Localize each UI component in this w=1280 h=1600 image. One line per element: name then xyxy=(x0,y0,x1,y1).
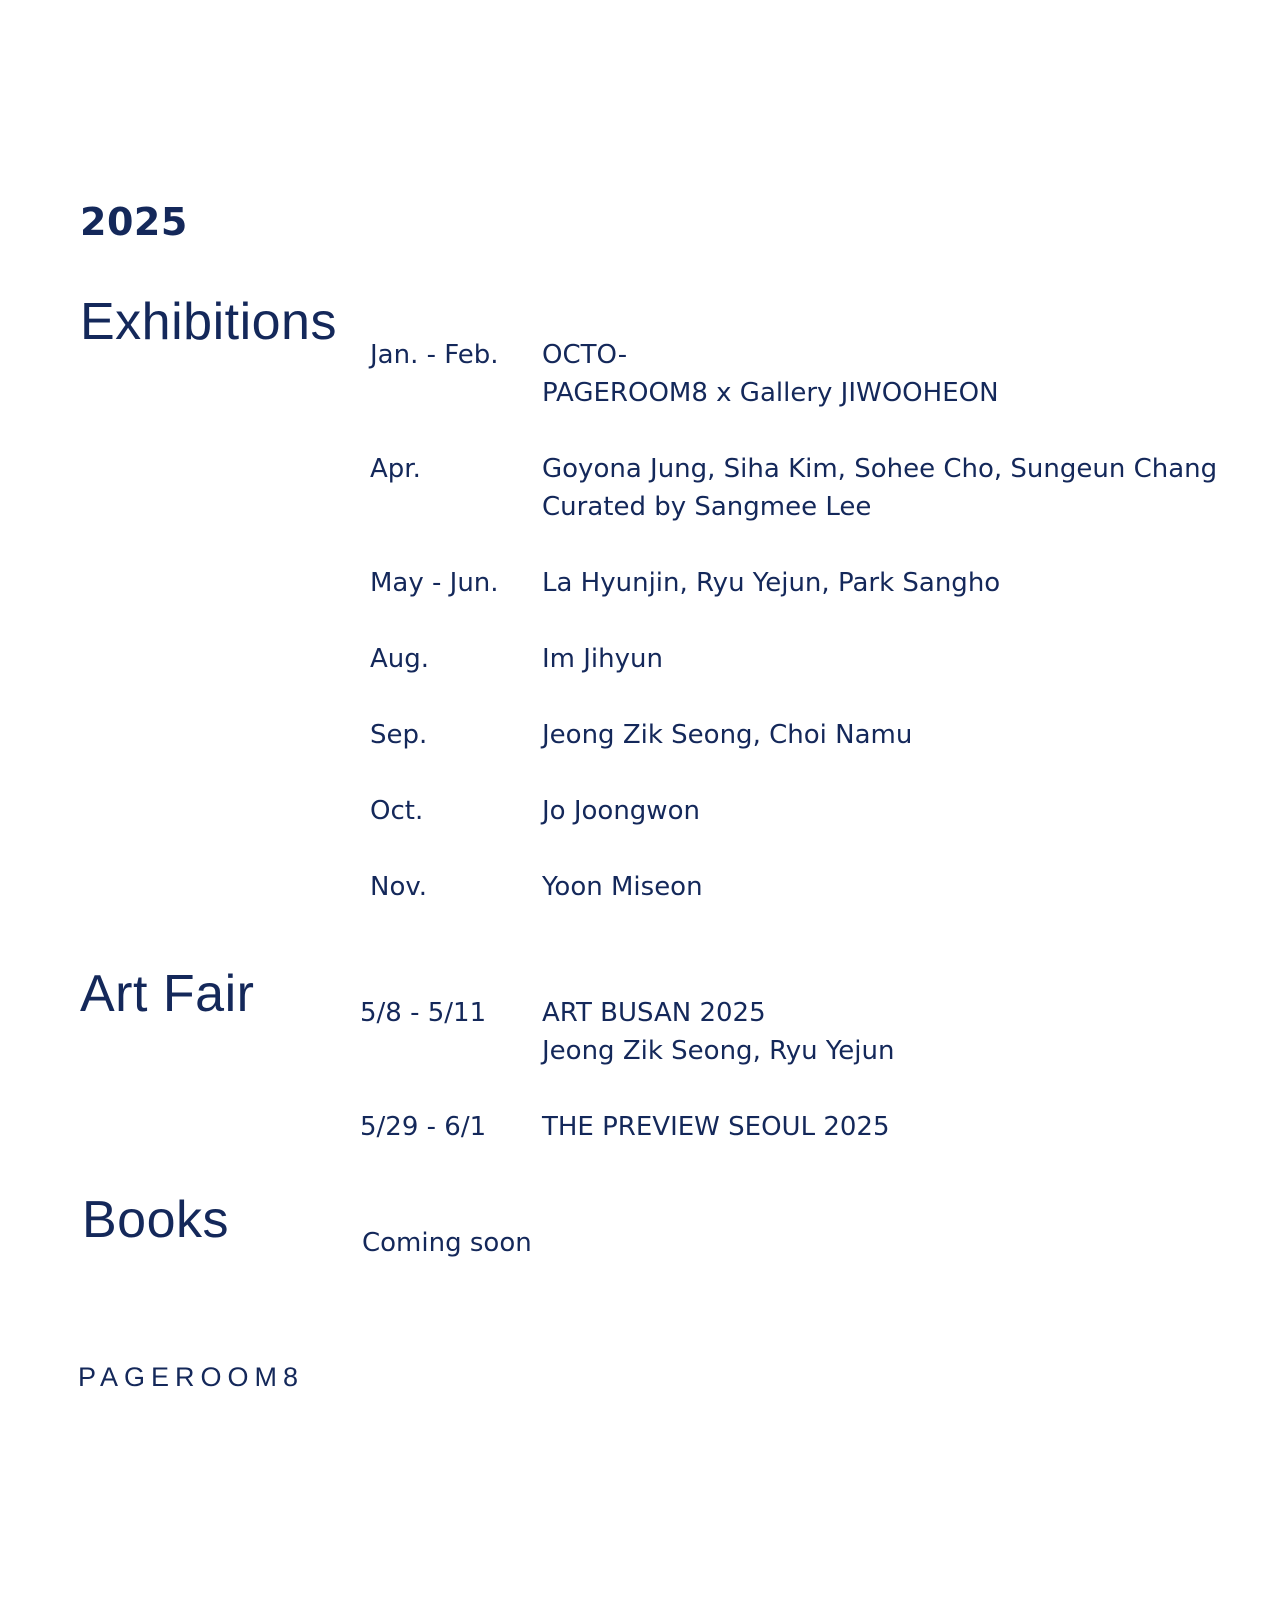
exhibition-date: May - Jun. xyxy=(370,568,499,598)
art-fair-line: ART BUSAN 2025 xyxy=(542,998,766,1028)
exhibition-line: OCTO- xyxy=(542,340,628,370)
exhibition-info xyxy=(542,640,663,678)
exhibition-line: Goyona Jung, Siha Kim, Sohee Cho, Sungeun Chang xyxy=(542,454,1218,484)
exhibition-row-4 xyxy=(370,640,663,678)
exhibition-row-7 xyxy=(370,868,703,906)
exhibition-info xyxy=(542,450,1217,526)
exhibition-info xyxy=(542,716,912,754)
exhibition-row-6 xyxy=(370,792,700,830)
exhibition-line: La Hyunjin, Ryu Yejun, Park Sangho xyxy=(542,568,1001,598)
art-fair-row-2 xyxy=(360,1108,890,1146)
exhibition-date: Sep. xyxy=(370,720,428,750)
art-fair-date: 5/8 - 5/11 xyxy=(360,998,487,1028)
pageroom8-logo: PAGEROOM8 xyxy=(78,1362,305,1392)
art-fair-info xyxy=(542,994,894,1070)
art-fair-date: 5/29 - 6/1 xyxy=(360,1112,487,1142)
exhibition-info xyxy=(542,336,999,412)
exhibition-row-3 xyxy=(370,564,1000,602)
exhibition-date: Aug. xyxy=(370,644,430,674)
exhibition-line: Yoon Miseon xyxy=(542,872,703,902)
exhibition-line: Jeong Zik Seong, Choi Namu xyxy=(542,720,913,750)
exhibition-line: Jo Joongwon xyxy=(542,796,700,826)
exhibition-line: PAGEROOM8 x Gallery JIWOOHEON xyxy=(542,378,999,408)
exhibition-date: Jan. - Feb. xyxy=(370,340,499,370)
exhibition-info xyxy=(542,564,1000,602)
exhibition-date: Apr. xyxy=(370,454,421,484)
books-title: Books xyxy=(82,1191,230,1249)
exhibition-line: Curated by Sangmee Lee xyxy=(542,492,872,522)
exhibition-info xyxy=(542,868,703,906)
exhibition-info xyxy=(542,792,700,830)
exhibition-row-2 xyxy=(370,450,1217,526)
year-heading: 2025 xyxy=(80,200,188,244)
exhibition-row-5 xyxy=(370,716,912,754)
books-coming-soon: Coming soon xyxy=(362,1228,532,1258)
art-fair-line: Jeong Zik Seong, Ryu Yejun xyxy=(542,1036,895,1066)
art-fair-line: THE PREVIEW SEOUL 2025 xyxy=(542,1112,890,1142)
art-fair-info xyxy=(542,1108,890,1146)
exhibitions-title: Exhibitions xyxy=(80,293,337,351)
exhibition-row-1 xyxy=(370,336,999,412)
exhibition-date: Nov. xyxy=(370,872,427,902)
exhibition-line: Im Jihyun xyxy=(542,644,663,674)
art-fair-row-1 xyxy=(360,994,894,1070)
art-fair-title: Art Fair xyxy=(80,965,255,1023)
exhibition-date: Oct. xyxy=(370,796,424,826)
